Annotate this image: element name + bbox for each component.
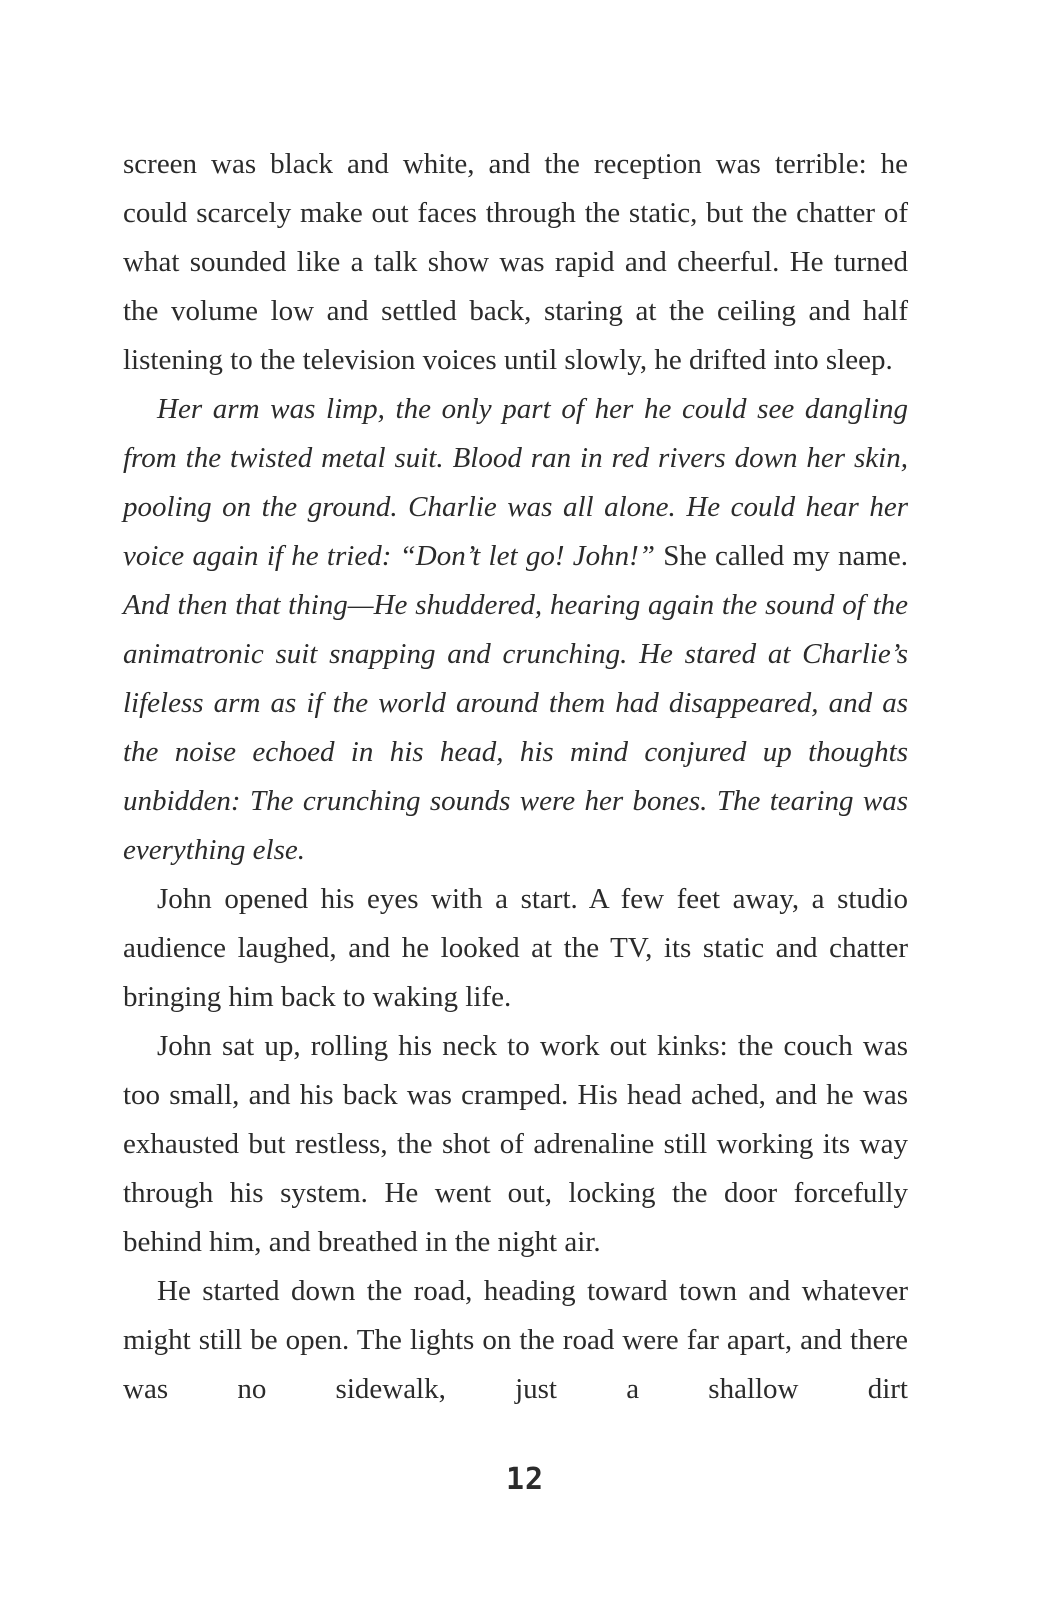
paragraph-5: He started down the road, heading toward town and whatever might still be open. The lights on the road were far apart, and there was no sidewalk, just a shallow dirt bbox=[123, 1275, 908, 1405]
dream-text-part-1: Her arm was limp, the only part of her he could see dangling from the twisted metal suit. Blood ran in red rivers down her skin, pooling on the ground. Charlie was all alone. He could hear her voice again if he tried: “Don’t let go! John!” bbox=[123, 393, 908, 572]
paragraph-1: screen was black and white, and the reception was terrible: he could scarcely make out faces through the static, but the chatter of what sounded like a talk show was rapid and cheerful. He turned the volume low and settled back, staring at the ceiling and half listening to the television voices until slowly, he drifted into sleep. bbox=[123, 148, 908, 376]
body-text bbox=[123, 140, 908, 1414]
dream-text-upright: She called my name. bbox=[654, 540, 909, 572]
dream-text-part-2: And then that thing—He shuddered, hearing again the sound of the animatronic suit snapping and crunching. He stared at Charlie’s lifeless arm as if the world around them had disappeared, and as the noise echoed in his head, his mind conjured up thoughts unbidden: The crunching sounds were her bones. The tearing was everything else. bbox=[123, 589, 908, 866]
paragraph-4: John sat up, rolling his neck to work out kinks: the couch was too small, and his back was cramped. His head ached, and he was exhausted but restless, the shot of adrenaline still working its way through his system. He went out, locking the door forcefully behind him, and breathed in the night air. bbox=[123, 1030, 908, 1258]
paragraph-3: John opened his eyes with a start. A few feet away, a studio audience laughed, and he looked at the TV, its static and chatter bringing him back to waking life. bbox=[123, 883, 908, 1013]
dream-paragraph bbox=[123, 385, 908, 875]
page-number: 12 bbox=[505, 1462, 545, 1497]
